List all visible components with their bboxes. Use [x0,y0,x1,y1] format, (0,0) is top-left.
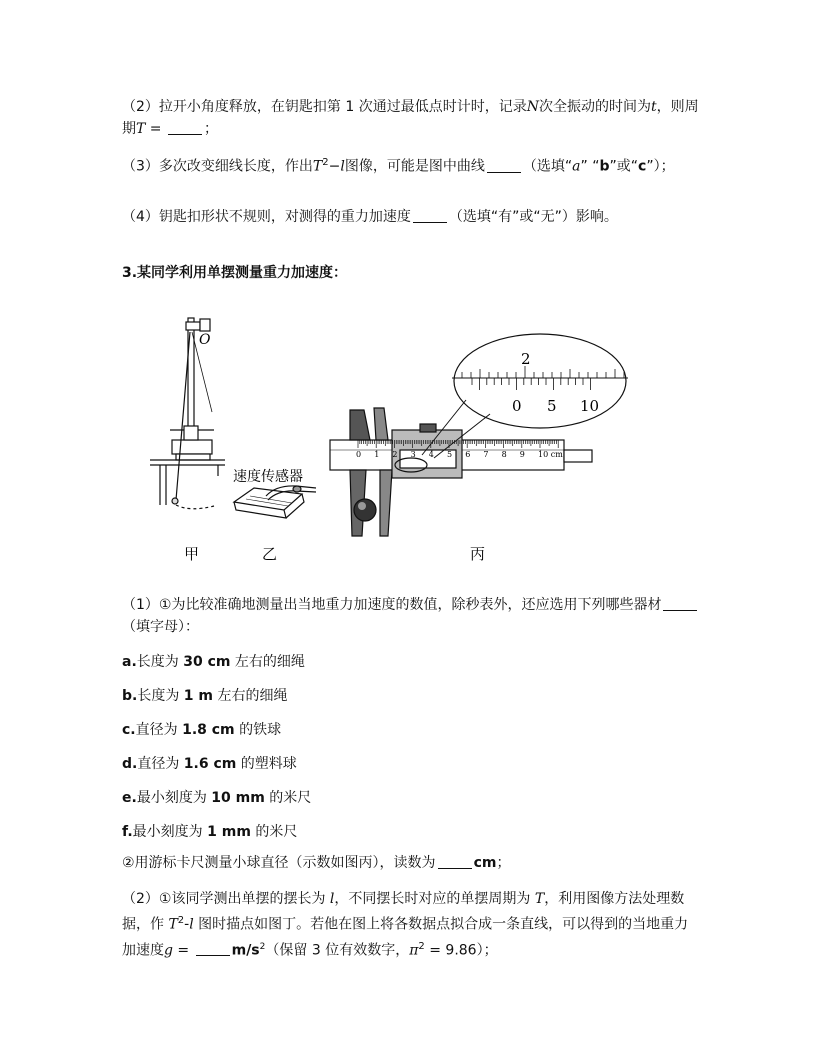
option-pre: 最小刻度为 [136,790,212,806]
answer-blank-curve[interactable] [487,158,521,173]
answer-blank-equipment[interactable] [663,596,697,611]
speed-sensor [234,486,316,518]
option-value: 1 m [183,688,213,704]
q3-title: 3.某同学利用单摆测量重力加速度： [122,265,348,281]
answer-blank-diameter[interactable] [438,854,472,869]
option-item [122,821,702,843]
minus-sign: − [328,158,341,175]
option-item [122,651,702,673]
superscript: 2 [418,940,425,952]
var-T: T [168,916,178,933]
pendulum-stand [150,318,225,509]
option-letter: d. [122,756,138,772]
var-N: N [526,99,539,115]
option-letter: e. [122,790,137,806]
punct: （填字母）： [122,619,199,635]
caption-yi: 乙 [262,545,278,563]
q2-part4-post: （选填“有”或“无”）影响。 [448,209,618,225]
q3-part2 [122,888,702,961]
option-item [122,753,702,775]
zoom-tick-5: 5 [547,397,557,415]
q2-part3-post: （选填“ [522,158,573,175]
main-scale-number: 8 [501,450,507,459]
option-pre: 直径为 [137,756,184,772]
reading-text: ②用游标卡尺测量小球直径（示数如图丙），读数为 [122,855,436,871]
option-item [122,685,702,707]
q3-part2-text: （2）①该同学测出单摆的摆长为 [122,891,330,907]
option-post: 的铁球 [234,722,282,738]
option-pre: 最小刻度为 [132,824,208,840]
main-scale-number: 9 [519,450,525,459]
zoom-top-number: 2 [521,350,531,368]
option-c: c [638,158,647,175]
pi-value: = 9.86）； [424,942,498,959]
var-T: T [312,158,323,175]
q3-part1-prompt [122,594,702,638]
zoom-tick-10: 10 [580,397,600,415]
answer-blank-g[interactable] [196,941,230,956]
caption-jia: 甲 [184,545,200,563]
unit-cm: cm [473,855,497,871]
option-letter: a. [122,654,137,670]
var-T: T [136,121,146,137]
q3-part2-mid: ，不同摆长时对应的单摆周期为 [334,891,535,907]
equals-sign: = [172,942,194,959]
main-scale-number: 0 [356,450,362,459]
var-T: T [534,891,545,907]
answer-blank-effect[interactable] [413,208,447,223]
punct: ； [496,855,511,871]
option-value: 30 cm [183,654,231,670]
q3-part1-text: （1）①为比较准确地测量出当地重力加速度的数值，除秒表外，还应选用下列哪些器材 [122,597,662,613]
option-pre: 直径为 [135,722,183,738]
option-post: 的塑料球 [236,756,297,772]
var-l: l [329,891,335,907]
equals-sign: = [145,121,166,137]
option-pre: 长度为 [137,688,184,704]
option-item [122,787,702,809]
option-post: 左右的细绳 [213,688,288,704]
q3-part2-note: （保留 3 位有效数字， [265,942,410,959]
sensor-label: 速度传感器 [233,469,303,485]
option-letter: c. [122,722,136,738]
main-scale-number: 4 [428,450,434,459]
superscript: 2 [322,157,329,168]
q2-part3-text: （3）多次改变细线长度，作出 [122,158,313,175]
var-g: g [164,942,173,959]
pi-symbol: π [409,942,419,959]
option-letter: b. [122,688,138,704]
var-l: l [189,916,194,933]
punct: ； [203,121,218,137]
q2-part4 [122,206,702,228]
punct: ” “ [580,158,600,175]
q3-part1-reading [122,852,702,874]
main-scale-number: 6 [465,450,471,459]
caption-bing: 丙 [470,545,486,563]
q2-part2-mid2: ，则周期 [122,99,699,137]
q3-part2-mid2: ，利用图像方法处理数据，作 [122,891,685,933]
option-b: b [599,158,610,175]
option-item [122,719,702,741]
main-scale-number: 5 [447,450,453,459]
main-scale-number: 7 [483,450,489,459]
q2-part3 [122,152,702,178]
q2-part2-mid: 次全振动的时间为 [538,99,651,115]
superscript: 2 [259,941,266,952]
zoom-tick-0: 0 [512,397,522,415]
var-t: t [650,99,657,115]
punct: ”）； [646,158,675,175]
option-post: 的米尺 [264,790,312,806]
main-scale-number: 3 [410,450,416,459]
q3-part2-mid3: 图时描点如图丁。若他在图上将各数据点拟合成一条直线，可以得到的当地重力加速度 [122,916,689,959]
option-value: 10 mm [211,790,265,806]
option-value: 1 mm [207,824,251,840]
main-scale-number: 10 cm [538,450,563,459]
unit-m-s2: m/s [231,942,260,959]
option-pre: 长度为 [136,654,184,670]
option-post: 左右的细绳 [230,654,305,670]
answer-blank-period[interactable] [168,120,202,135]
label-O: O [199,332,211,348]
option-letter: f. [122,824,133,840]
option-post: 的米尺 [250,824,298,840]
punct: ”或“ [609,158,638,175]
q2-part2 [122,96,702,140]
q2-part2-text: （2）拉开小角度释放，在钥匙扣第 1 次通过最低点时计时，记录 [122,99,527,115]
option-value: 1.8 cm [182,722,235,738]
option-value: 1.6 cm [183,756,237,772]
dash: - [184,916,190,933]
q2-part3-mid: 图像，可能是图中曲线 [344,158,485,175]
option-a: a [572,158,581,175]
experiment-figure [0,300,816,580]
superscript: 2 [177,915,185,926]
q2-part4-text: （4）钥匙扣形状不规则，对测得的重力加速度 [122,209,411,225]
var-l: l [340,158,345,175]
main-scale-number: 2 [392,450,398,459]
main-scale-number: 1 [374,450,380,459]
